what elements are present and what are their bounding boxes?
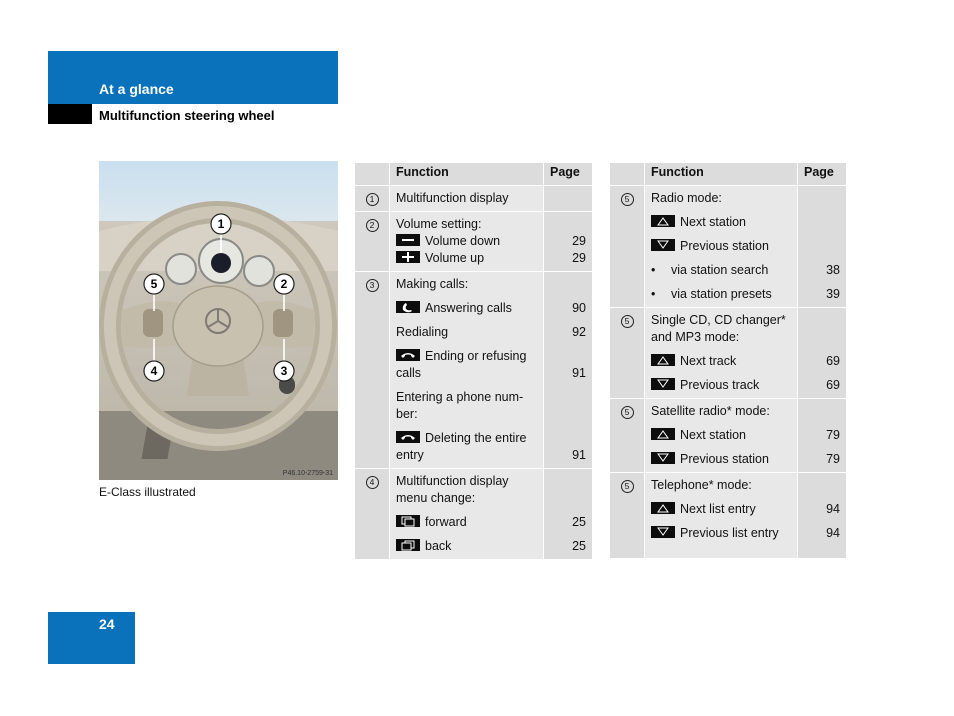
page-ref <box>550 473 586 490</box>
function-text: via station search <box>671 263 769 277</box>
page-cell <box>544 186 593 212</box>
function-text: Previous station <box>680 452 769 466</box>
function-text: Making calls: <box>396 277 469 291</box>
page-ref <box>804 190 840 207</box>
item-number <box>610 399 645 473</box>
arrow-up-icon <box>651 354 675 366</box>
page-number-box <box>48 612 135 664</box>
item-number-circle: 3 <box>366 279 379 292</box>
function-text: Previous list entry <box>680 526 779 540</box>
page-ref <box>804 238 840 255</box>
table-row <box>355 469 593 560</box>
function-text: Single CD, CD changer* <box>651 313 786 327</box>
page-cell <box>544 469 593 560</box>
phone-end-icon <box>396 431 420 443</box>
function-line <box>651 190 791 207</box>
figure-code: P46.10-2759-31 <box>282 470 333 477</box>
function-table-right <box>609 162 847 559</box>
function-text: Redialing <box>396 325 449 339</box>
arrow-down-icon <box>651 378 675 390</box>
function-header: Function <box>390 163 544 186</box>
item-number-circle: 5 <box>621 193 634 206</box>
function-text: Radio mode: <box>651 191 722 205</box>
page-cell <box>798 186 847 308</box>
callout-1: 1 <box>217 217 225 231</box>
item-number-circle: 5 <box>621 480 634 493</box>
arrow-down-icon <box>651 239 675 251</box>
function-line <box>396 447 537 464</box>
table-row <box>610 308 847 399</box>
function-text: ber: <box>396 407 418 421</box>
page-ref <box>550 389 586 406</box>
function-text: Answering calls <box>425 301 512 315</box>
page-ref: 69 <box>826 354 840 368</box>
bullet: • <box>651 263 656 277</box>
page-ref <box>550 216 586 233</box>
function-line <box>651 451 791 468</box>
function-line <box>396 490 537 507</box>
function-line <box>651 262 791 279</box>
arrow-down-icon <box>651 526 675 538</box>
function-text: menu change: <box>396 491 476 505</box>
table-row <box>610 473 847 559</box>
page-cell <box>798 473 847 559</box>
function-line <box>396 473 537 490</box>
section-title: At a glance <box>99 81 174 97</box>
bullet: • <box>651 287 656 301</box>
table-row <box>610 186 847 308</box>
item-number <box>355 272 390 469</box>
function-text: Volume down <box>425 234 501 248</box>
page-ref: 25 <box>572 539 586 553</box>
function-text: Satellite radio* mode: <box>651 404 770 418</box>
page-cell <box>544 212 593 272</box>
function-line <box>651 501 791 518</box>
function-line <box>396 216 537 233</box>
page-cell <box>798 308 847 399</box>
item-number <box>610 308 645 399</box>
function-cell <box>390 272 544 469</box>
function-line <box>396 365 537 382</box>
function-text: Next track <box>680 354 737 368</box>
num-header <box>355 163 390 186</box>
num-header <box>610 163 645 186</box>
function-line <box>651 477 791 494</box>
function-text: back <box>425 539 452 553</box>
function-cell <box>645 308 798 399</box>
function-text: Next list entry <box>680 502 756 516</box>
item-number <box>355 186 390 212</box>
arrow-up-icon <box>651 502 675 514</box>
page-ref <box>804 477 840 494</box>
page-ref: 94 <box>826 502 840 516</box>
function-text: calls <box>396 366 422 380</box>
function-text: Next station <box>680 428 747 442</box>
function-table-left <box>354 162 593 560</box>
page-ref: 69 <box>826 378 840 392</box>
function-cell <box>645 186 798 308</box>
function-line <box>396 514 537 531</box>
page-ref: 90 <box>572 301 586 315</box>
page-ref <box>804 329 840 346</box>
header-band <box>48 51 338 104</box>
page-ref <box>804 403 840 420</box>
subsection-title: Multifunction steering wheel <box>99 108 275 123</box>
function-line <box>651 286 791 303</box>
function-text: via station presets <box>671 287 772 301</box>
function-text: forward <box>425 515 467 529</box>
function-line <box>396 233 537 250</box>
function-line <box>396 538 537 555</box>
page-header: Page <box>798 163 847 186</box>
function-text: Next station <box>680 215 747 229</box>
page-number: 24 <box>99 616 115 632</box>
page-ref <box>550 190 586 207</box>
function-text: and MP3 mode: <box>651 330 740 344</box>
function-line <box>651 214 791 231</box>
callout-2: 2 <box>280 277 288 291</box>
function-cell <box>645 473 798 559</box>
function-text: Previous track <box>680 378 760 392</box>
function-text: Telephone* mode: <box>651 478 752 492</box>
function-text: Ending or refusing <box>425 349 527 363</box>
item-number <box>355 212 390 272</box>
page-ref: 92 <box>572 325 586 339</box>
callout-5: 5 <box>150 277 158 291</box>
arrow-up-icon <box>651 428 675 440</box>
page-cell <box>798 399 847 473</box>
function-line <box>396 406 537 423</box>
function-line <box>396 300 537 317</box>
function-text: Multifunction display <box>396 191 509 205</box>
function-line <box>396 348 537 365</box>
item-number-circle: 5 <box>621 406 634 419</box>
callout-3: 3 <box>280 364 288 378</box>
function-line <box>396 250 537 267</box>
page-ref <box>550 276 586 293</box>
item-number <box>610 473 645 559</box>
function-line <box>396 190 537 207</box>
page-ref: 29 <box>572 251 586 265</box>
function-cell <box>390 469 544 560</box>
plus-icon <box>396 251 420 263</box>
function-line <box>651 525 791 542</box>
function-line <box>396 389 537 406</box>
function-text: Multifunction display <box>396 474 509 488</box>
page-ref: 29 <box>572 234 586 248</box>
function-line <box>651 427 791 444</box>
page-ref <box>550 430 586 447</box>
phone-answer-icon <box>396 301 420 313</box>
page-ref: 25 <box>572 515 586 529</box>
page-ref: 91 <box>572 366 586 380</box>
function-line <box>396 324 537 341</box>
page-ref: 91 <box>572 448 586 462</box>
header-marker <box>48 104 92 124</box>
table-row <box>355 272 593 469</box>
item-number <box>610 186 645 308</box>
function-line <box>651 403 791 420</box>
page-header: Page <box>544 163 593 186</box>
phone-end-icon <box>396 349 420 361</box>
menu-forward-icon <box>396 515 420 527</box>
function-line <box>651 329 791 346</box>
table-row <box>610 399 847 473</box>
function-text: Volume up <box>425 251 485 265</box>
function-line <box>396 430 537 447</box>
steering-wheel-photo <box>99 161 338 480</box>
page-ref: 94 <box>826 526 840 540</box>
arrow-down-icon <box>651 452 675 464</box>
page-ref <box>550 406 586 423</box>
table-row <box>355 186 593 212</box>
page-ref <box>550 348 586 365</box>
page-ref: 39 <box>826 287 840 301</box>
figure-caption: E-Class illustrated <box>99 485 196 499</box>
function-line <box>651 353 791 370</box>
page-ref: 79 <box>826 452 840 466</box>
menu-back-icon <box>396 539 420 551</box>
function-text: Previous station <box>680 239 769 253</box>
page-ref <box>804 214 840 231</box>
function-text: Deleting the entire <box>425 431 527 445</box>
function-line <box>651 238 791 255</box>
function-header: Function <box>645 163 798 186</box>
table-row <box>355 212 593 272</box>
function-line <box>396 276 537 293</box>
item-number-circle: 1 <box>366 193 379 206</box>
arrow-up-icon <box>651 215 675 227</box>
function-cell <box>645 399 798 473</box>
page-ref: 38 <box>826 263 840 277</box>
minus-icon <box>396 234 420 246</box>
item-number-circle: 5 <box>621 315 634 328</box>
callout-4: 4 <box>150 364 158 378</box>
function-text: Entering a phone num- <box>396 390 524 404</box>
function-line <box>651 312 791 329</box>
function-text: entry <box>396 448 424 462</box>
item-number-circle: 2 <box>366 219 379 232</box>
page-ref <box>550 490 586 507</box>
item-number-circle: 4 <box>366 476 379 489</box>
page-ref <box>804 312 840 329</box>
function-text: Volume setting: <box>396 217 482 231</box>
function-cell <box>390 212 544 272</box>
item-number <box>355 469 390 560</box>
page-ref: 79 <box>826 428 840 442</box>
page-cell <box>544 272 593 469</box>
function-cell <box>390 186 544 212</box>
function-line <box>651 377 791 394</box>
